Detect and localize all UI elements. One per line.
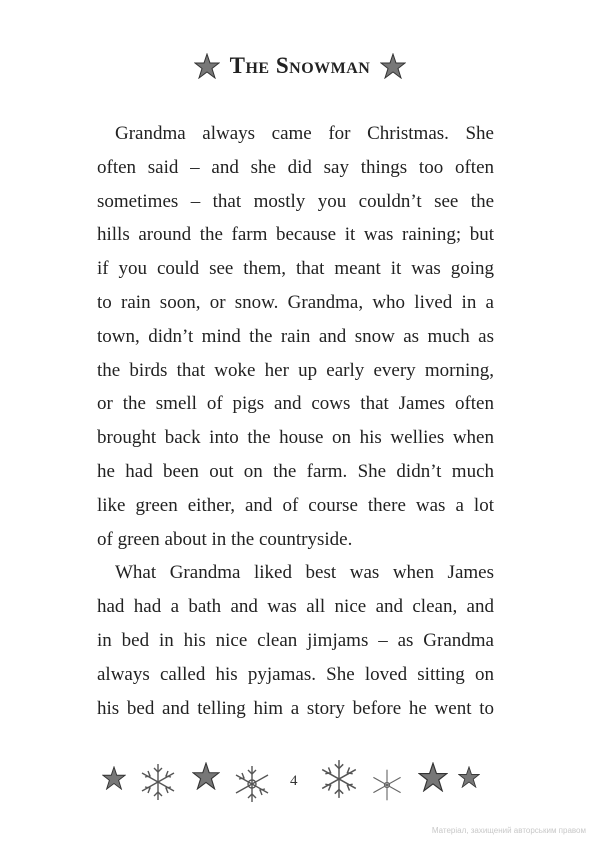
text-line: brought back into the house on his wellies when: [97, 427, 494, 449]
star-icon: [194, 53, 220, 79]
text-line: if you could see them, that meant it was going: [97, 258, 494, 280]
text-line: in bed in his nice clean jimjams – as Grandma: [97, 629, 494, 651]
snowflake-icon: [138, 762, 178, 802]
star-icon: [380, 53, 406, 79]
star-icon: [418, 762, 448, 792]
text-line: town, didn’t mind the rain and snow as much as: [97, 325, 494, 347]
snowflake-icon: [370, 768, 404, 802]
text-line: always called his pyjamas. She loved sitting on: [97, 663, 494, 685]
chapter-header: [0, 50, 600, 82]
paragraph: [97, 556, 494, 725]
text-line: or the smell of pigs and cows that James often: [97, 393, 494, 415]
copyright-watermark: Матеріал, захищений авторським правом: [431, 826, 586, 835]
text-line: Grandma always came for Christmas. She: [115, 123, 494, 144]
text-line: had had a bath and was all nice and clean, and: [97, 596, 494, 618]
text-line: the birds that woke her up early every morning,: [97, 359, 494, 381]
chapter-title: The Snowman: [229, 53, 371, 78]
snowflake-icon: [318, 758, 360, 800]
text-line: he had been out on the farm. She didn’t much: [97, 460, 494, 482]
text-line: often said – and she did say things too often: [97, 156, 494, 178]
paragraph: [97, 117, 494, 556]
footer-ornaments: [100, 758, 500, 808]
text-line: hills around the farm because it was raining; but: [97, 224, 494, 246]
story-text: [97, 117, 494, 725]
star-icon: [458, 766, 480, 788]
text-line: sometimes – that mostly you couldn’t see the: [97, 190, 494, 212]
text-line: of green about in the countryside.: [97, 528, 353, 550]
star-icon: [192, 762, 220, 790]
text-line: his bed and telling him a story before he went to: [97, 697, 494, 719]
star-icon: [102, 766, 126, 790]
text-line: What Grandma liked best was when James: [115, 562, 494, 584]
text-line: to rain soon, or snow. Grandma, who lived in a: [97, 291, 494, 313]
text-line: like green either, and of course there was a lot: [97, 494, 494, 516]
page-number: 4: [290, 773, 298, 789]
snowflake-icon: [232, 764, 272, 804]
